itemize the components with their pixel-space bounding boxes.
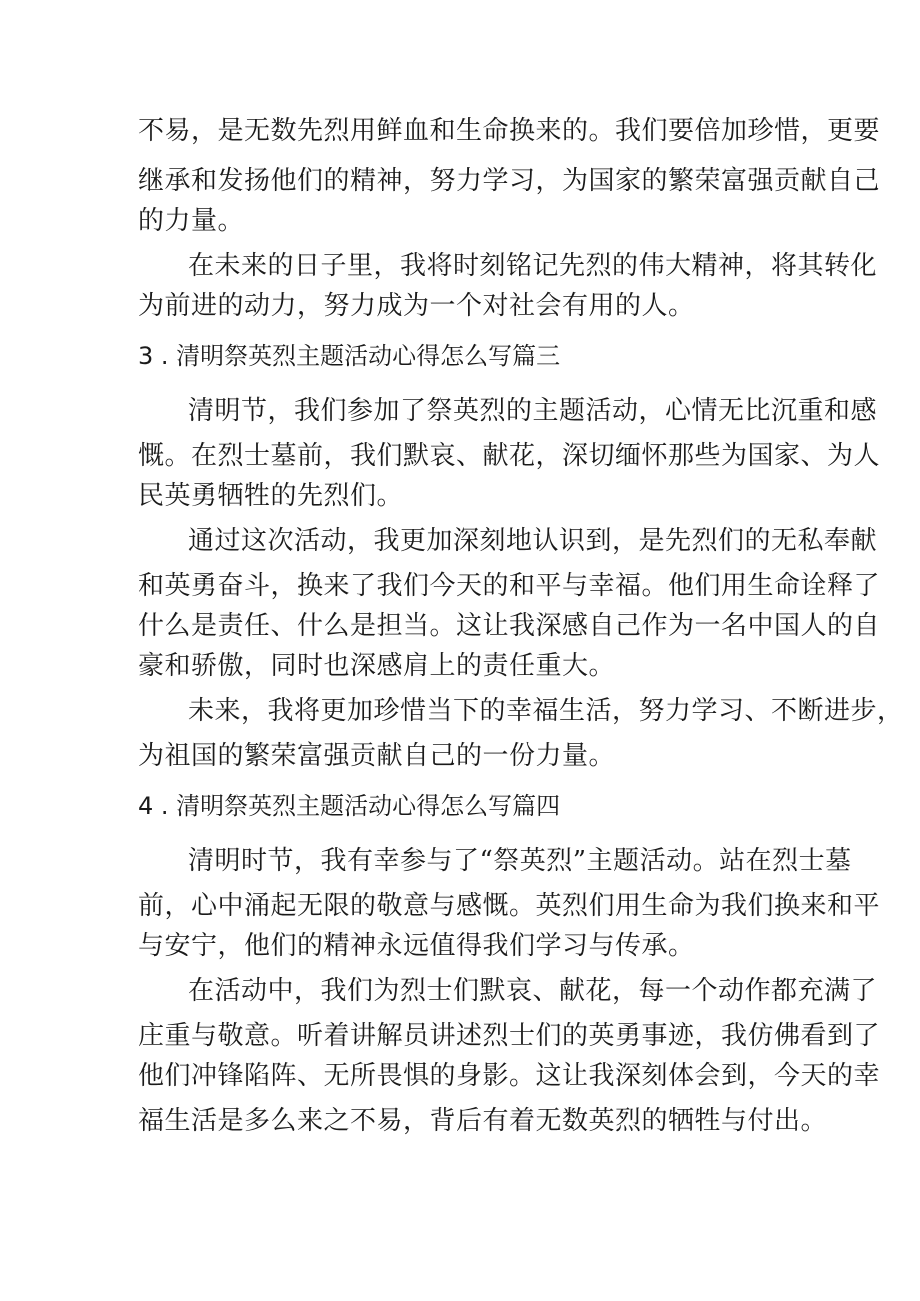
- paragraph-line: 他们冲锋陷阵、无所畏惧的身影。这让我深刻体会到，今天的幸: [138, 1061, 881, 1091]
- paragraph-line: 继承和发扬他们的精神，努力学习，为国家的繁荣富强贡献自己: [138, 166, 881, 196]
- paragraph-line: 清明时节，我有幸参与了“祭英烈”主题活动。站在烈士墓: [188, 846, 852, 876]
- paragraph-line: 福生活是多么来之不易，背后有着无数英烈的牺牲与付出。: [138, 1106, 828, 1136]
- paragraph-line: 什么是责任、什么是担当。这让我深感自己作为一名中国人的自: [138, 611, 881, 641]
- paragraph-line: 未来，我将更加珍惜当下的幸福生活，努力学习、不断进步，: [188, 696, 904, 726]
- paragraph-line: 通过这次活动，我更加深刻地认识到，是先烈们的无私奉献: [188, 526, 878, 556]
- paragraph-line: 豪和骄傲，同时也深感肩上的责任重大。: [138, 651, 616, 681]
- paragraph-line: 在未来的日子里，我将时刻铭记先烈的伟大精神，将其转化: [188, 251, 878, 281]
- section-heading: 3 . 清明祭英烈主题活动心得怎么写篇三: [138, 342, 561, 370]
- paragraph-line: 不易，是无数先烈用鲜血和生命换来的。我们要倍加珍惜，更要: [138, 116, 881, 146]
- paragraph-line: 为祖国的繁荣富强贡献自己的一份力量。: [138, 741, 616, 771]
- paragraph-line: 的力量。: [138, 206, 245, 236]
- paragraph-line: 在活动中，我们为烈士们默哀、献花，每一个动作都充满了: [188, 976, 878, 1006]
- paragraph-line: 庄重与敬意。听着讲解员讲述烈士们的英勇事迹，我仿佛看到了: [138, 1021, 881, 1051]
- paragraph-line: 前，心中涌起无限的敬意与感慨。英烈们用生命为我们换来和平: [138, 891, 881, 921]
- section-heading: 4 . 清明祭英烈主题活动心得怎么写篇四: [138, 792, 561, 820]
- paragraph-line: 慨。在烈士墓前，我们默哀、献花，深切缅怀那些为国家、为人: [138, 441, 881, 471]
- paragraph-line: 为前进的动力，努力成为一个对社会有用的人。: [138, 291, 695, 321]
- paragraph-line: 与安宁，他们的精神永远值得我们学习与传承。: [138, 931, 695, 961]
- paragraph-line: 民英勇牺牲的先烈们。: [138, 481, 404, 511]
- paragraph-line: 清明节，我们参加了祭英烈的主题活动，心情无比沉重和感: [188, 396, 878, 426]
- paragraph-line: 和英勇奋斗，换来了我们今天的和平与幸福。他们用生命诠释了: [138, 571, 881, 601]
